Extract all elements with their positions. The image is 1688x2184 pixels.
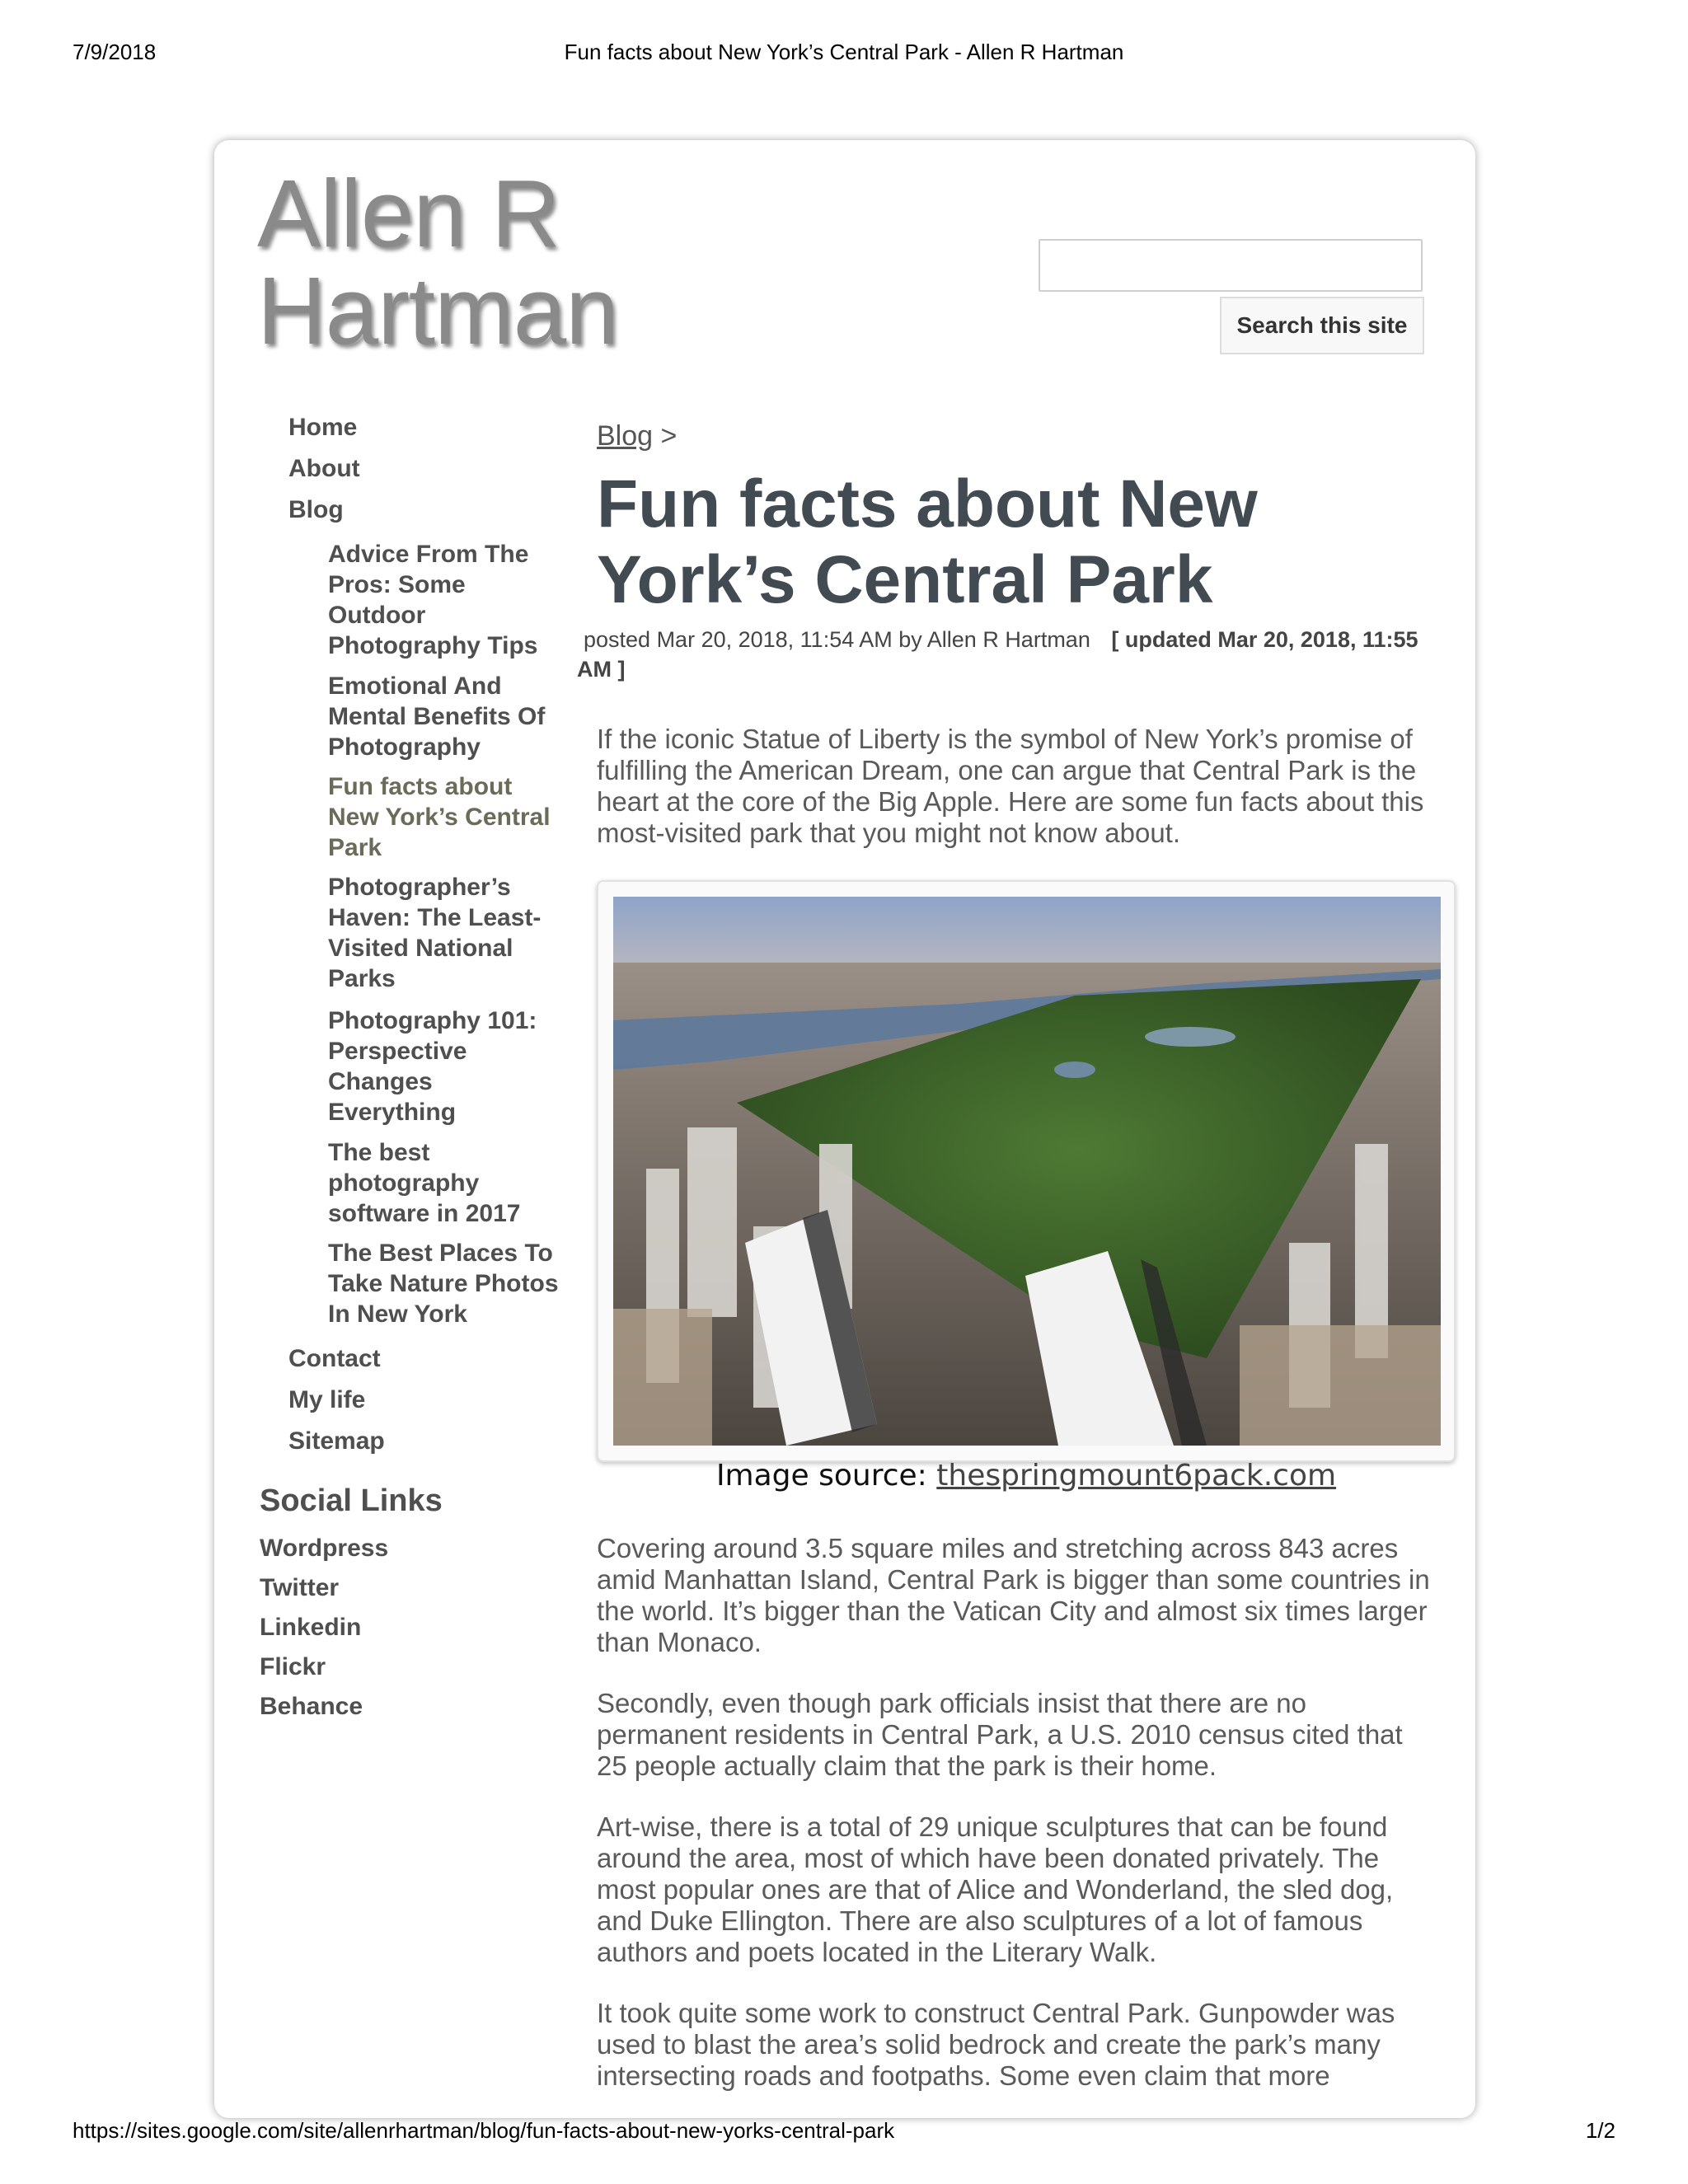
post-paragraph-1: Covering around 3.5 square miles and stretching across 843 acres amid Manhattan Island, Central Park is bigger than some countries in the world. It’s bigger than the Vatican City and almost six times larger than Monaco. — [597, 1533, 1430, 1657]
nav-contact[interactable]: Contact — [288, 1345, 381, 1372]
nav-blog[interactable]: Blog — [288, 496, 344, 523]
post-title: Fun facts about New York’s Central Park — [597, 466, 1258, 617]
post-paragraph-2: Secondly, even though park officials insist that there are no permanent residents in Central Park, a U.S. 2010 census cited that 25 people actually claim that the park is their home. — [597, 1688, 1403, 1781]
print-date: 7/9/2018 — [73, 40, 157, 64]
nav-about[interactable]: About — [288, 455, 360, 482]
social-link-twitter[interactable]: Twitter — [260, 1574, 340, 1601]
social-link-linkedin[interactable]: Linkedin — [260, 1614, 362, 1641]
central-park-aerial-photo — [613, 897, 1441, 1446]
nav-blog-post-photographers-haven[interactable]: Photographer’s Haven: The Least-Visited National Parks — [328, 874, 542, 992]
post-paragraph-4: It took quite some work to construct Central Park. Gunpowder was used to blast the area’s solid bedrock and create the park’s many intersecting roads and footpaths. Some even claim that more — [597, 1998, 1395, 2091]
post-intro: If the iconic Statue of Liberty is the symbol of New York’s promise of fulfilling the American Dream, one can argue that Central Park is the heart at the core of the Big Apple. Here are some fun facts about this most-visited park that you might not know about. — [597, 724, 1424, 848]
caption-source-link[interactable]: thespringmount6pack.com — [936, 1459, 1337, 1493]
social-links-heading: Social Links — [260, 1483, 443, 1518]
image-caption — [597, 1459, 1456, 1493]
social-link-wordpress[interactable]: Wordpress — [260, 1535, 389, 1562]
nav-blog-post-emotional[interactable]: Emotional And Mental Benefits Of Photography — [328, 673, 546, 761]
nav-sitemap[interactable]: Sitemap — [288, 1427, 385, 1455]
nav-blog-post-best-software[interactable]: The best photography software in 2017 — [328, 1139, 521, 1227]
nav-home[interactable]: Home — [288, 414, 358, 441]
social-link-behance[interactable]: Behance — [260, 1693, 363, 1720]
nav-my-life[interactable]: My life — [288, 1386, 366, 1413]
post-paragraph-3: Art-wise, there is a total of 29 unique sculptures that can be found around the area, most of which have been donated privately. The most popular ones are that of Alice and Wonderland, the sled dog, and Duke Ellington. There are also sculptures of a lot of famous authors and poets located in the Literary Walk. — [597, 1811, 1394, 1967]
breadcrumb-separator: > — [660, 420, 678, 452]
nav-blog-post-advice[interactable]: Advice From The Pros: Some Outdoor Photography Tips — [328, 541, 538, 659]
site-page — [214, 140, 1475, 2118]
social-link-flickr[interactable]: Flickr — [260, 1653, 326, 1680]
print-page-number: 1/2 — [1585, 2118, 1615, 2143]
breadcrumb-blog-link[interactable]: Blog — [597, 420, 654, 452]
post-image-frame — [597, 880, 1456, 1462]
caption-label: Image source: — [715, 1459, 927, 1493]
post-meta — [577, 625, 1451, 684]
nav-blog-post-central-park[interactable]: Fun facts about New York’s Central Park — [328, 773, 551, 861]
search-button[interactable]: Search this site — [1220, 297, 1424, 354]
site-title[interactable]: Allen R Hartman — [257, 160, 618, 364]
search-input[interactable] — [1039, 239, 1423, 292]
print-url: https://sites.google.com/site/allenrhartman/blog/fun-facts-about-new-yorks-central-park — [73, 2118, 895, 2143]
post-updated-info: [ updated Mar 20, 2018, 11:55 AM ] — [577, 627, 1418, 682]
breadcrumb — [597, 420, 677, 452]
print-page-title: Fun facts about New York’s Central Park - Allen R Hartman — [564, 40, 1124, 64]
nav-blog-post-photography-101[interactable]: Photography 101: Perspective Changes Everything — [328, 1007, 537, 1126]
nav-blog-post-nature-photos[interactable]: The Best Places To Take Nature Photos In New York — [328, 1240, 559, 1328]
post-posted-info: posted Mar 20, 2018, 11:54 AM by Allen R Hartman — [584, 627, 1090, 652]
